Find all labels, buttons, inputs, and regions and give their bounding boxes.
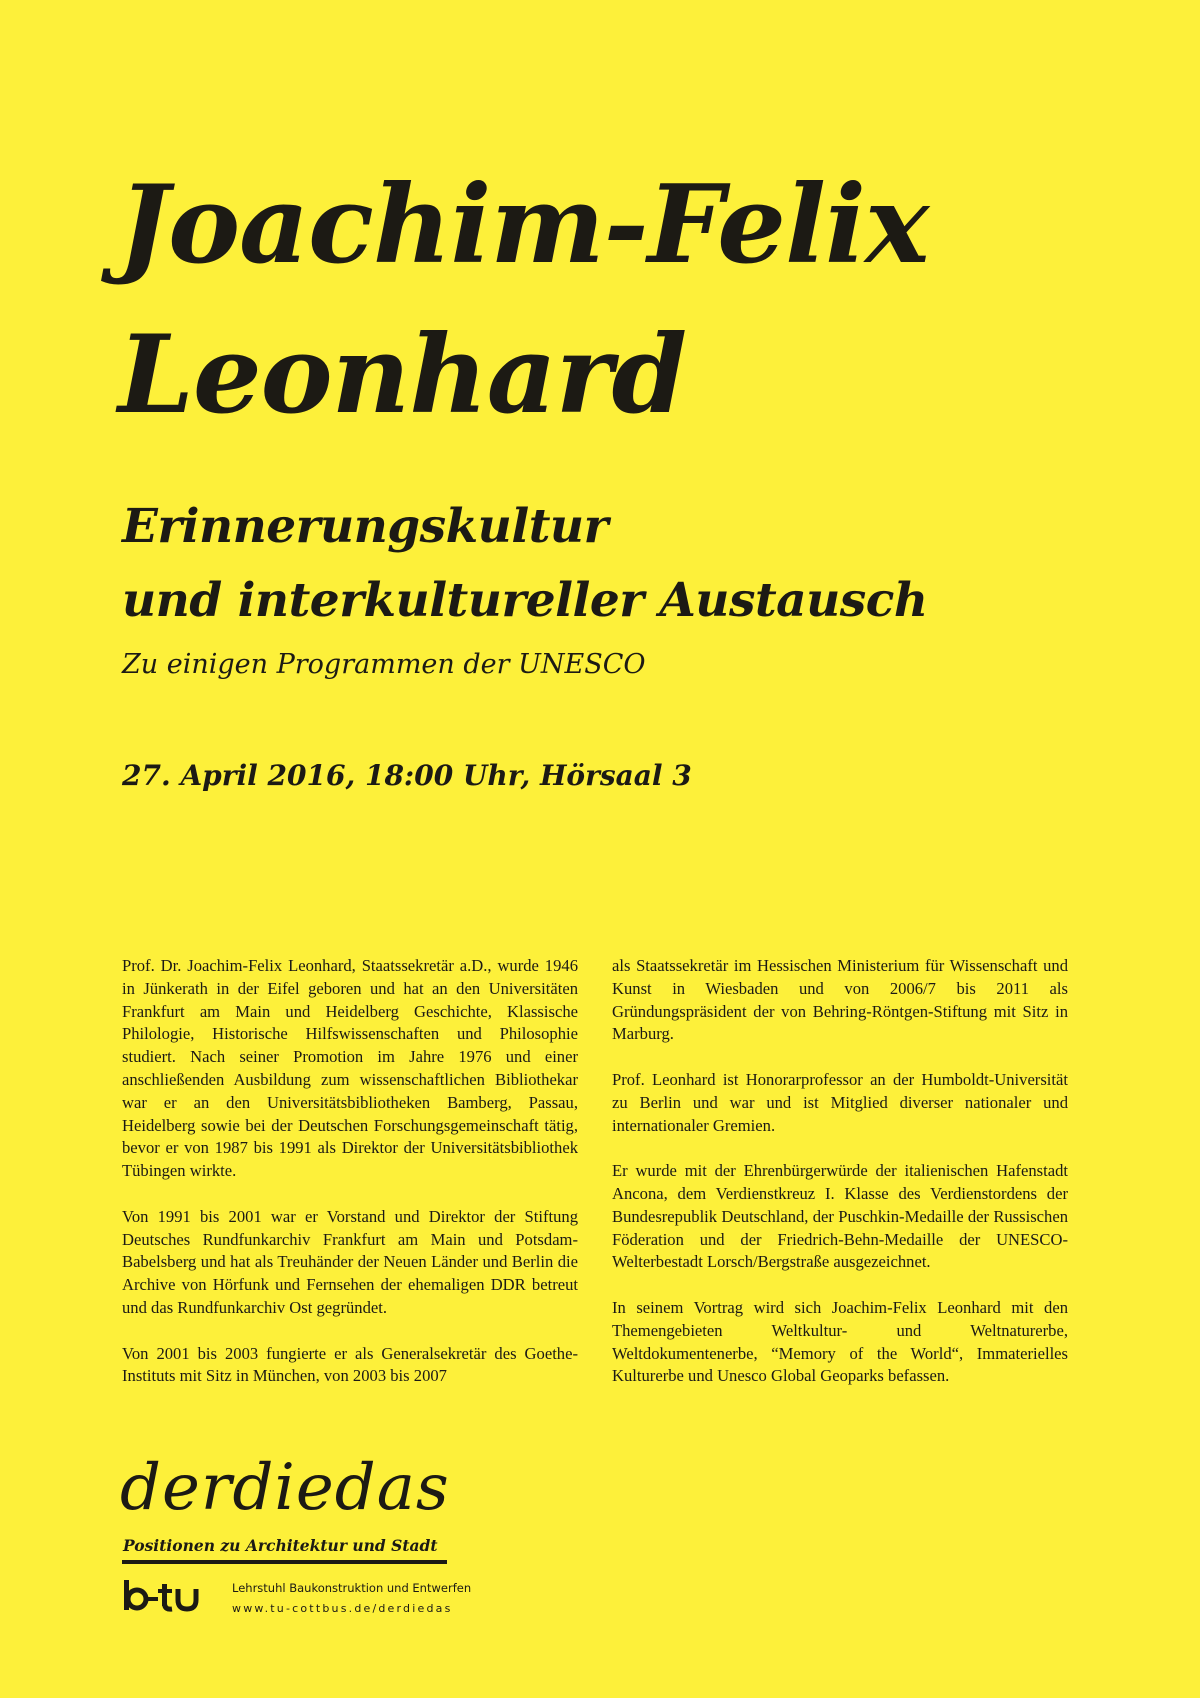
speaker-first-name: Joachim-Felix <box>118 162 929 288</box>
speaker-last-name: Leonhard <box>118 312 687 438</box>
lecture-title <box>122 490 1122 638</box>
bio-paragraph: Er wurde mit der Ehrenbürgerwürde der italienischen Hafenstadt Ancona, dem Verdienstkreuz I. Klasse des Verdienstordens der Bundesrepublik Deutschland, der Puschkin-Medaille der Russischen Föderation und der Friedrich-Behn-Medaille der UNESCO-Welterbestadt Lorsch/Bergstraße ausgezeichnet. <box>612 1161 1068 1272</box>
bio-paragraph: Von 2001 bis 2003 fungierte er als Generalsekretär des Goethe-Instituts mit Sitz in München, von 2003 bis 2007 <box>122 1343 578 1386</box>
website-url: www.tu-cottbus.de/derdiedas <box>232 1602 453 1615</box>
speaker-name <box>118 150 1118 450</box>
bio-column-right <box>612 955 1068 1411</box>
event-date-location: 27. April 2016, 18:00 Uhr, Hörsaal 3 <box>122 759 692 792</box>
lecture-tagline: Zu einigen Programmen der UNESCO <box>122 649 646 680</box>
bio-paragraph: Von 1991 bis 2001 war er Vorstand und Direktor der Stiftung Deutsches Rundfunkarchiv Frankfurt am Main und Potsdam-Babelsberg und hat als Treuhänder der Neuen Länder und Berlin die Archive von Hörfunk und Fernsehen der ehemaligen DDR betreut und das Rundfunkarchiv Ost gegründet. <box>122 1206 578 1317</box>
derdiedas-tagline: Positionen zu Architektur und Stadt <box>123 1536 438 1555</box>
bio-column-left <box>122 955 578 1411</box>
lecture-title-line-1: Erinnerungskultur <box>122 499 608 554</box>
lecture-title-line-2: und interkultureller Austausch <box>122 573 928 628</box>
bio-paragraph: Prof. Dr. Joachim-Felix Leonhard, Staatssekretär a.D., wurde 1946 in Jünkerath in der Eifel geboren und hat an den Universitäten Frankfurt am Main und Heidelberg Geschichte, Klassische Philologie, Historische Hilfswissenschaften und Philosophie studiert. Nach seiner Promotion im Jahre 1976 und einer anschließenden Ausbildung zum wissenschaftlichen Bibliothekar war er an den Universitätsbibliotheken Bamberg, Passau, Heidelberg sowie bei der Deutschen Forschungsgemeinschaft tätig, bevor er von 1987 bis 1991 als Direktor der Universitätsbibliothek Tübingen wirkte. <box>122 956 578 1181</box>
btu-logo-icon <box>122 1576 222 1616</box>
derdiedas-logo: derdiedas <box>120 1451 450 1525</box>
bio-paragraph: In seinem Vortrag wird sich Joachim-Felix Leonhard mit den Themengebieten Weltkultur- und Weltnaturerbe, Weltdokumentenerbe, “Memory of the World“, Immaterielles Kulturerbe und Unesco Global Geoparks befassen. <box>612 1297 1068 1386</box>
chair-name: Lehrstuhl Baukonstruktion und Entwerfen <box>232 1581 472 1595</box>
bio-paragraph: Prof. Leonhard ist Honorarprofessor an der Humboldt-Universität zu Berlin und war und ist Mitglied diverser nationaler und internationaler Gremien. <box>612 1069 1068 1135</box>
bio-paragraph: als Staatssekretär im Hessischen Ministerium für Wissenschaft und Kunst in Wiesbaden und von 2006/7 bis 2011 als Gründungspräsident der von Behring-Röntgen-Stiftung mit Sitz in Marburg. <box>612 956 1068 1044</box>
logo-divider <box>122 1560 447 1564</box>
